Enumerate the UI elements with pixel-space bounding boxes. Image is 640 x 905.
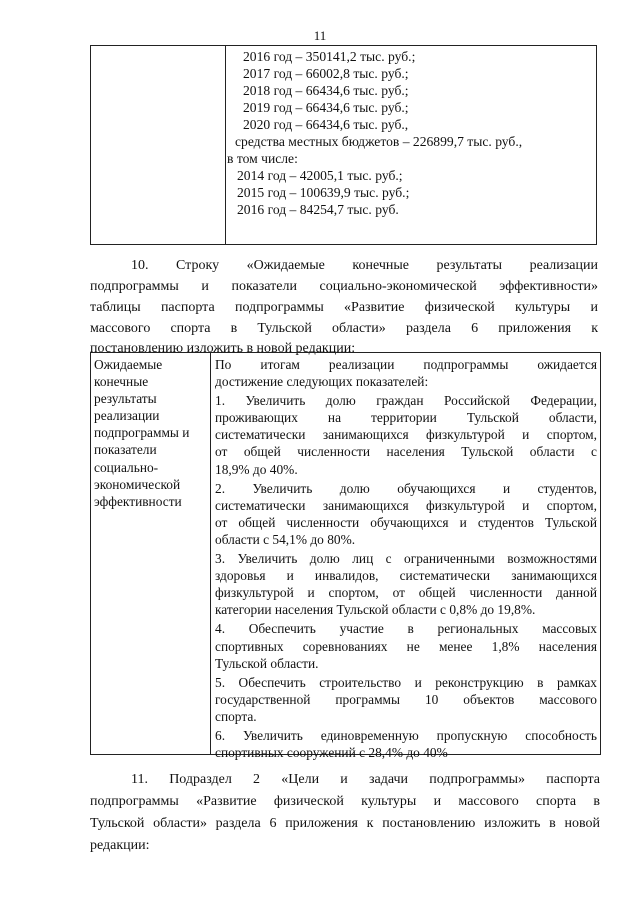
result-line: государственной программы 10 объектов массового <box>215 691 597 707</box>
result-line: категории населения Тульской области с 0,8% до 19,8%. <box>215 602 536 618</box>
result-line: спортивных соревнованиях не менее 1,8% населения <box>215 638 597 654</box>
result-line: 5. Обеспечить строительство и реконструкцию в рамках <box>215 674 597 690</box>
label-line: социально- <box>94 459 159 475</box>
result-line: достижение следующих показателей: <box>215 374 429 390</box>
result-line: 6. Увеличить единовременную пропускную способность <box>215 727 597 743</box>
label-line: реализации <box>94 408 160 424</box>
result-line: области с 54,1% до 80%. <box>215 531 356 547</box>
table-divider <box>225 46 226 244</box>
paragraph-line: подпрограммы «Развитие физической культуры и массового спорта в <box>90 794 600 809</box>
label-line: конечные <box>94 374 149 390</box>
result-line: 3. Увеличить долю лиц с ограниченными возможностями <box>215 551 597 567</box>
funding-line: 2020 год – 66434,6 тыс. руб., <box>243 117 409 132</box>
funding-line: средства местных бюджетов – 226899,7 тыс. руб., <box>235 134 523 149</box>
result-line: 2. Увеличить долю обучающихся и студентов, <box>215 480 597 496</box>
funding-line: 2015 год – 100639,9 тыс. руб.; <box>237 185 410 200</box>
result-line: систематически занимающихся физкультурой и спортом, <box>215 497 597 513</box>
paragraph-line: таблицы паспорта подпрограммы «Развитие физической культуры и <box>90 300 598 315</box>
label-line: результаты <box>94 391 157 407</box>
result-line: спортивных сооружений с 28,4% до 40% <box>215 745 448 761</box>
funding-line: 2016 год – 84254,7 тыс. руб. <box>237 202 399 217</box>
funding-line: в том числе: <box>227 151 298 166</box>
result-line: здоровья и инвалидов, систематически занимающихся <box>215 568 597 584</box>
label-line: экономической <box>94 476 181 492</box>
paragraph-11 <box>90 769 600 857</box>
result-line: спорта. <box>215 708 257 724</box>
paragraph-line: подпрограммы и показатели социально-экономической эффективности» <box>90 279 598 294</box>
label-line: эффективности <box>94 493 182 509</box>
funding-line: 2018 год – 66434,6 тыс. руб.; <box>243 83 409 98</box>
result-line: 1. Увеличить долю граждан Российской Федерации, <box>215 393 597 409</box>
result-line: физкультурой и спортом, от общей численности данной <box>215 585 597 601</box>
results-label-cell <box>94 356 208 510</box>
page-number: 11 <box>313 28 327 43</box>
result-line: систематически занимающихся физкультурой и спортом, <box>215 427 597 443</box>
label-line: подпрограммы и <box>94 425 190 441</box>
funding-line: 2014 год – 42005,1 тыс. руб.; <box>237 168 403 183</box>
funding-line: 2019 год – 66434,6 тыс. руб.; <box>243 100 409 115</box>
results-body-cell <box>215 356 597 761</box>
result-line: от общей численности обучающихся и студентов Тульской <box>215 514 597 530</box>
label-line: Ожидаемые <box>94 357 163 372</box>
result-line: 4. Обеспечить участие в региональных массовых <box>215 621 597 637</box>
paragraph-line: редакции: <box>90 838 150 853</box>
result-line: проживающих на территории Тульской области, <box>215 410 597 426</box>
result-line: По итогам реализации подпрограммы ожидается <box>215 357 597 372</box>
results-table <box>90 352 601 761</box>
table-divider <box>210 353 211 754</box>
paragraph-line: массового спорта в Тульской области» раздела 6 приложения к <box>90 321 598 336</box>
result-line: Тульской области. <box>215 655 319 671</box>
paragraph-line: 10. Строку «Ожидаемые конечные результаты реализации <box>131 258 598 273</box>
label-line: показатели <box>94 442 157 458</box>
paragraph-line: постановлению изложить в новой редакции: <box>90 341 356 356</box>
funding-line: 2016 год – 350141,2 тыс. руб.; <box>243 49 416 64</box>
funding-line: 2017 год – 66002,8 тыс. руб.; <box>243 66 409 81</box>
result-line: от общей численности населения Тульской области с <box>215 444 597 460</box>
paragraph-line: 11. Подраздел 2 «Цели и задачи подпрограммы» паспорта <box>131 772 600 787</box>
funding-table <box>90 45 597 245</box>
result-line: 18,9% до 40%. <box>215 461 298 477</box>
paragraph-line: Тульской области» раздела 6 приложения к постановлению изложить в новой <box>90 816 600 831</box>
